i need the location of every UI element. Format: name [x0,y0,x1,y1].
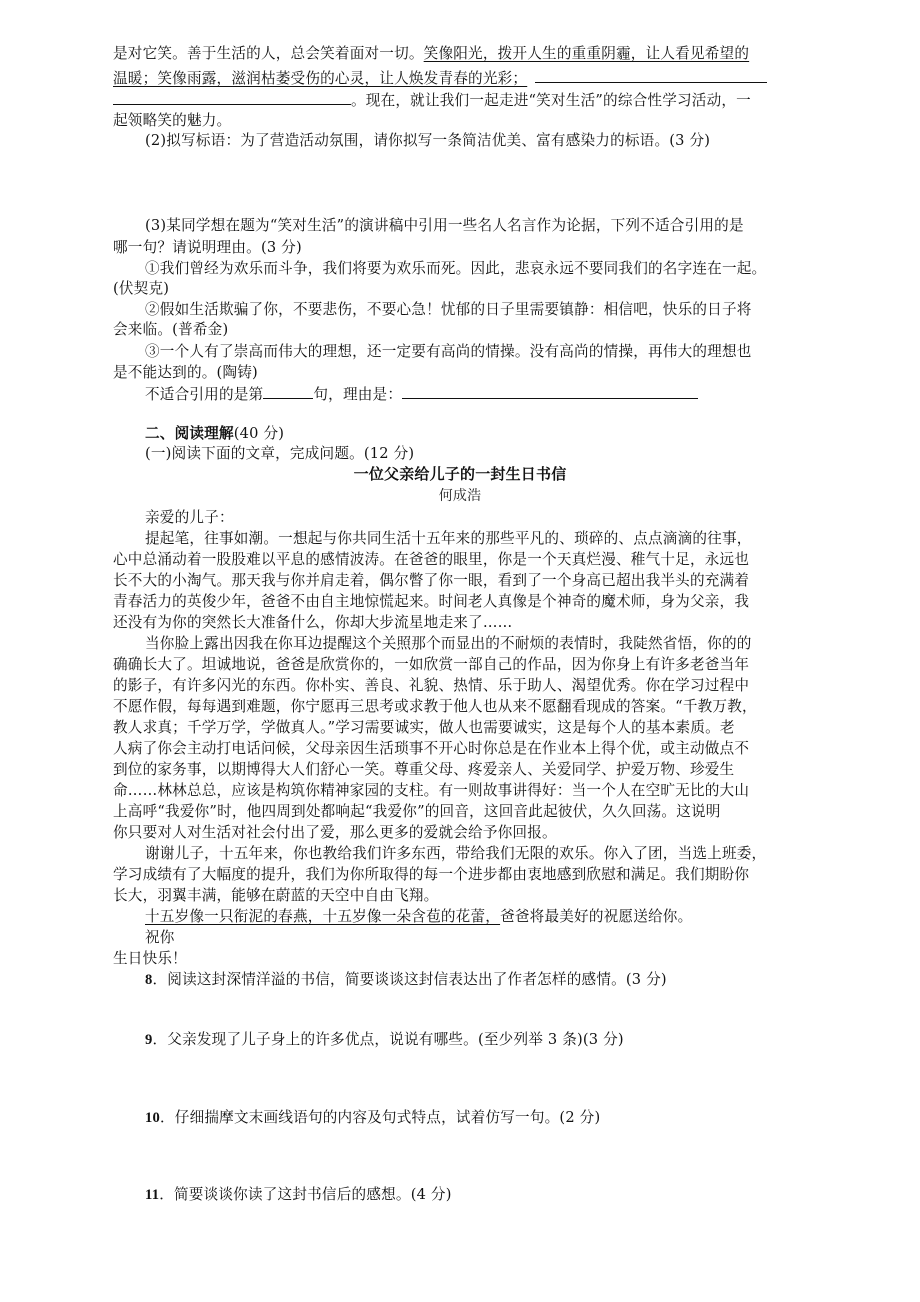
question-2: (2)拟写标语：为了营造活动氛围，请你拟写一条简洁优美、富有感染力的标语。(3 分) [145,132,711,149]
letter-line: 人病了你会主动打电话问候，父母亲因生活琐事不开心时你总是在作业本上得个优，或主动做点不 [113,740,750,757]
question-text: ．阅读这封深情洋溢的书信，简要谈谈这封信表达出了作者怎样的感情。(3 分) [152,971,667,988]
section-title: 二、阅读理解 [145,425,234,442]
letter-line: 提起笔，往事如潮。一想起与你共同生活十五年来的那些平凡的、琐碎的、点点滴滴的往事， [145,530,752,547]
letter-line: 长不大的小淘气。那天我与你并肩走着，偶尔瞥了你一眼，看到了一个身高已超出我半头的充满着 [113,572,750,589]
letter-line: 心中总涌动着一股股难以平息的感情波涛。在爸爸的眼里，你是一个天真烂漫、稚气十足，永远也 [113,551,750,568]
intro-text: 是对它笑。善于生活的人，总会笑着面对一切。 [113,45,424,62]
question-text: ．仔细揣摩文末画线语句的内容及句式特点，试着仿写一句。(2 分) [160,1109,601,1126]
option-1: ①我们曾经为欢乐而斗争，我们将要为欢乐而死。因此，悲哀永远不要同我们的名字连在一起。 [145,260,767,277]
question-10 [145,1108,813,1128]
question-number: 11 [145,1187,160,1203]
letter-closing: 祝你 [145,929,175,946]
letter-line: 确确长大了。坦诚地说，爸爸是欣赏你的，一如欣赏一部自己的作品，因为你身上有许多老爸当年 [113,656,750,673]
letter-line [145,907,813,927]
underlined-sentence: 温暖；笑像雨露，滋润枯萎受伤的心灵，让人焕发青春的光彩； [113,70,528,87]
letter-line: 当你脸上露出因我在你耳边提醒这个关照那个而显出的不耐烦的表情时，我陡然省悟，你的的 [145,635,752,652]
letter-text: 爸爸将最美好的祝愿送给你。 [500,908,693,925]
answer-prompt: 不适合引用的是第 [145,386,264,403]
letter-title: 一位父亲给儿子的一封生日书信 [353,465,567,483]
letter-greeting: 亲爱的儿子： [145,509,234,526]
intro-line-1 [113,44,813,64]
question-number: 8 [145,972,153,988]
letter-line: 还没有为你的突然长大准备什么，你却大步流星地走来了…… [113,614,513,631]
letter-line: 谢谢儿子，十五年来，你也教给我们许多东西，带给我们无限的欢乐。你入了团，当选上班委， [145,845,767,862]
letter-line: 青春活力的英俊少年，爸爸不由自主地惊慌起来。时间老人真像是个神奇的魔术师，身为父亲，我 [113,593,750,610]
intro-text: 。现在，就让我们一起走进“笑对生活”的综合性学习活动，一 [351,92,751,109]
question-3-line-2: 哪一句？请说明理由。(3 分) [113,239,302,256]
letter-line: 教人求真；千学万学，学做真人。”学习需要诚实，做人也需要诚实，这是每个人的基本素质。老 [113,719,735,736]
letter-line: 上高呼“我爱你”时，他四周到处都响起“我爱你”的回音，这回音此起彼伏，久久回荡。这说明 [113,803,721,820]
question-11 [145,1185,813,1205]
letter-line: 到位的家务事，以期博得大人们舒心一笑。尊重父母、疼爱亲人、关爱同学、护爱万物、珍爱生 [113,761,735,778]
question-3-answer-line [145,384,813,405]
letter-line: 长大，羽翼丰满，能够在蔚蓝的天空中自由飞翔。 [113,887,439,904]
option-2: ②假如生活欺骗了你，不要悲伤，不要心急！忧郁的日子里需要镇静：相信吧，快乐的日子将 [145,301,752,318]
question-8 [145,970,813,990]
letter-closing: 生日快乐！ [113,950,187,967]
letter-line: 不愿作假，每每遇到难题，你宁愿再三思考或求教于他人也从来不愿翻看现成的答案。“千教万教， [113,698,757,715]
answer-blank[interactable] [402,384,698,399]
question-number: 9 [145,1032,153,1048]
question-3-line-1: (3)某同学想在题为“笑对生活”的演讲稿中引用一些名人名言作为论据，下列不适合引用的是 [145,217,744,234]
letter-line: 学习成绩有了大幅度的提升，我们为你所取得的每一个进步都由衷地感到欣慰和满足。我们期盼你 [113,866,750,883]
option-3-source: 是不能达到的。(陶铸) [113,364,258,381]
option-2-source: 会来临。(普希金) [113,321,229,338]
question-text: ．父亲发现了儿子身上的许多优点，说说有哪些。(至少列举 3 条)(3 分) [152,1031,624,1048]
section-2-heading [145,424,813,444]
intro-line-3 [113,90,813,111]
letter-author: 何成浩 [438,488,482,504]
question-number: 10 [145,1110,160,1126]
answer-prompt: 句，理由是： [313,386,403,403]
answer-blank[interactable] [535,68,767,83]
answer-blank[interactable] [263,384,313,399]
section-score: (40 分) [233,425,285,442]
underlined-sentence: 十五岁像一只衔泥的春燕，十五岁像一朵含苞的花蕾， [145,908,501,925]
option-3: ③一个人有了崇高而伟大的理想，还一定要有高尚的情操。没有高尚的情操，再伟大的理想也 [145,343,752,360]
question-9 [145,1030,813,1050]
underlined-sentence: 笑像阳光，拨开人生的重重阴霾，让人看见希望的 [423,45,750,62]
intro-line-2 [113,68,813,89]
option-1-source: (伏契克) [113,280,170,297]
part-1-instruction: (一)阅读下面的文章，完成问题。(12 分) [145,445,415,462]
letter-line: 你只要对人对生活对社会付出了爱，那么更多的爱就会给予你回报。 [113,824,557,841]
answer-blank[interactable] [113,90,351,105]
question-text: ．简要谈谈你读了这封书信后的感想。(4 分) [159,1186,452,1203]
letter-line: 的影子，有许多闪光的东西。你朴实、善良、礼貌、热情、乐于助人、渴望优秀。你在学习过程中 [113,677,750,694]
letter-line: 命……林林总总，应该是构筑你精神家园的支柱。有一则故事讲得好：当一个人在空旷无比的大山 [113,782,750,799]
intro-line-4: 起领略笑的魅力。 [113,112,232,129]
